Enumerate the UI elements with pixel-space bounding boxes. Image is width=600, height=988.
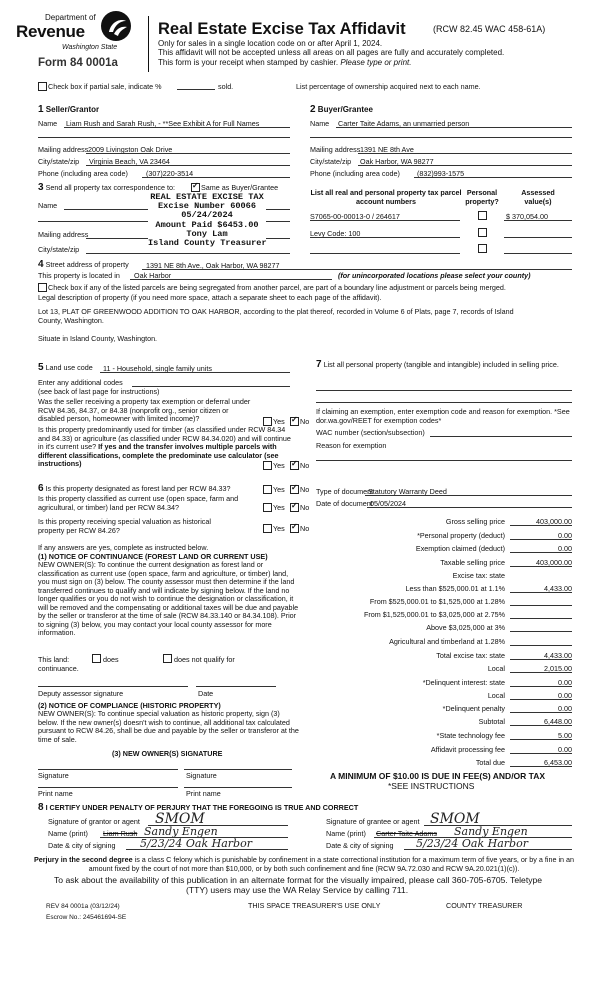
tax-value-10[interactable]: 4,433.00 (544, 651, 572, 660)
seller-mailing-label: Mailing address (38, 145, 89, 154)
buyer-phone-label: Phone (including area code) (310, 169, 400, 178)
grantee-date-city-handwritten: 5/23/24 Oak Harbor (416, 837, 528, 850)
perjury-notice: Perjury in the second degree is a class C felony which is punishable by confinement in a state correctional institution for a maximum term of five years, or by a fine in an amount fixed by the court of not more than $10,000, or by both such confinement and fine (RCW 9A.72.030 and RCW 9A.20.021(1)(c)). (33, 855, 575, 873)
partial-sale-label: Check box if partial sale, indicate % (48, 82, 162, 91)
seller-phone-label: Phone (including area code) (38, 169, 128, 178)
owner-signature-label-2: Signature (186, 771, 217, 780)
legal-description-3: Situate in Island County, Washington. (38, 334, 158, 343)
alternate-format-line-1: To ask about the availability of this publication in an alternate format for the visually impaired, please call 360-705-6705. Teletype (54, 875, 543, 885)
assessed-value-header: Assessed value(s) (521, 188, 555, 206)
partial-sold: sold. (218, 82, 234, 91)
treasurer-use-label: THIS SPACE TREASURER'S USE ONLY (248, 901, 381, 910)
additional-codes-label: Enter any additional codes (38, 378, 123, 387)
tax-label-15: Subtotal (478, 717, 505, 726)
deputy-signature-label: Deputy assessor signature (38, 689, 124, 698)
notice-continuance-body: NEW OWNER(S): To continue the current designation as forest land or classification as current use (open space, farm and agriculture, or timber) land, you must sign on (3) below. The county assessor must then determine if the land transferred continues to qualify and will indicate by signing below. If the land no longer qualifies or you do not wish to continue the designation or classification, it will be removed and the compensating or additional taxes will be due and payable by the seller or transferor at the time of sale (RCW 84.33.140 or 84.34.108). Prior to signing (3) below, you may contact your local county assessor for more information. (38, 560, 299, 638)
escrow-number: Escrow No.: 245461694-SE (46, 914, 127, 921)
legal-label: Legal description of property (if you need more space, attach a separate sheet to each page of the affidavit). (38, 293, 382, 302)
seller-city-value[interactable]: Virginia Beach, VA 23464 (89, 157, 170, 166)
grantee-signature-handwritten: SMOM (430, 811, 480, 827)
reason-label: Reason for exemption (316, 441, 387, 450)
tax-value-11[interactable]: 2,015.00 (544, 664, 572, 673)
property-address[interactable]: 1391 NE 8th Ave., Oak Harbor, WA 98277 (146, 261, 280, 270)
s6-q1-no-checkbox[interactable] (290, 485, 299, 494)
q-exemption-deferral: Was the seller receiving a property tax exemption or deferral under RCW 84.36, 84.37, or 84.38 (nonprofit org., senior citizen or disabled person, homeowner with limited income)? (38, 397, 251, 424)
grantor-name-handwritten: Sandy Engen (144, 825, 218, 838)
parcel-header: List all real and personal property tax parcel account numbers (310, 188, 462, 206)
grantor-signature-label: Signature of grantor or agent (48, 817, 140, 826)
tax-label-12: *Delinquent interest: state (422, 678, 505, 687)
tax-value-14[interactable]: 0.00 (558, 704, 572, 713)
section-7-text: 7 List all personal property (tangible and intangible) included in selling price. (316, 359, 559, 370)
q-forest-land: 6 Is this property designated as forest land per RCW 84.33? (38, 483, 231, 494)
stamp-line-6: Island County Treasurer (148, 238, 267, 249)
county-treasurer-label: COUNTY TREASURER (446, 901, 523, 910)
q-historical: Is this property receiving special valuation as historical property per RCW 84.26? (38, 517, 211, 535)
tax-value-12[interactable]: 0.00 (558, 678, 572, 687)
q1-no-checkbox[interactable] (290, 417, 299, 426)
tax-label-5: Less than $525,000.01 at 1.1% (405, 584, 505, 593)
doc-type-value[interactable]: Statutory Warranty Deed (368, 487, 447, 496)
tax-label-1: *Personal property (deduct) (417, 531, 505, 540)
section-4-address-label: 4 Street address of property (38, 259, 129, 270)
grantor-date-city-label: Date & city of signing (48, 841, 116, 850)
tax-label-9: Agricultural and timberland at 1.28% (389, 637, 505, 646)
new-owner-signature-title: (3) NEW OWNER(S) SIGNATURE (112, 749, 223, 758)
legal-description-1: Lot 13, PLAT OF GREENWOOD ADDITION TO OAK HARBOR, according to the plat thereof, recorded in Volume 6 of Plats, page 7, records of Island (38, 307, 514, 316)
header-sub-1: Only for sales in a single location code on or after April 1, 2024. (158, 39, 383, 48)
located-note: (for unincorporated locations please select your county) (338, 271, 531, 280)
does-label: does (103, 655, 119, 664)
revenue-logo-text: Revenue (16, 22, 85, 41)
q2-no-checkbox[interactable] (290, 461, 299, 470)
personal-property-checkbox-1[interactable] (478, 211, 487, 220)
buyer-name-value[interactable]: Carter Taite Adams, an unmarried person (338, 119, 470, 128)
state-word: Washington State (62, 44, 118, 51)
s6-q2-no-checkbox[interactable] (290, 503, 299, 512)
buyer-mailing-label: Mailing address (310, 145, 361, 154)
tax-value-15[interactable]: 6,448.00 (544, 717, 572, 726)
buyer-mailing-value[interactable]: 1391 NE 8th Ave (360, 145, 414, 154)
if-yes-note: If any answers are yes, complete as instructed below. (38, 543, 209, 552)
s6-q1-yes-checkbox[interactable] (263, 485, 272, 494)
treasurer-stamp (148, 193, 266, 248)
assessed-1-value[interactable]: $ 370,054.00 (506, 212, 548, 221)
personal-property-checkbox-2[interactable] (478, 228, 487, 237)
buyer-phone-value[interactable]: (832)993-1575 (417, 169, 465, 178)
grantee-name-handwritten: Sandy Engen (454, 825, 528, 838)
stamp-line-5: Tony Lam (186, 228, 228, 239)
tax-label-8: Above $3,025,000 at 3% (426, 623, 505, 632)
stamp-line-1: REAL ESTATE EXCISE TAX (150, 192, 264, 202)
s6-q3-yes-checkbox[interactable] (263, 524, 272, 533)
minimum-due-note: A MINIMUM OF $10.00 IS DUE IN FEE(S) AND/OR TAX (330, 771, 546, 781)
deputy-date-label: Date (198, 689, 214, 698)
legal-description-2: County, Washington. (38, 316, 104, 325)
sec3-name-label: Name (38, 201, 58, 210)
s6-q3-no-label: No (300, 524, 310, 533)
owner-signature-label-1: Signature (38, 771, 69, 780)
buyer-city-label: City/state/zip (310, 157, 352, 166)
notice-continuance-title: (1) NOTICE OF CONTINUANCE (FOREST LAND OR CURRENT USE) (38, 552, 268, 561)
seller-name-label: Name (38, 119, 58, 128)
dept-line: Department of (45, 13, 96, 22)
tax-value-3[interactable]: 403,000.00 (536, 558, 572, 567)
s6-q3-no-checkbox[interactable] (290, 524, 299, 533)
s6-q1-no-label: No (300, 485, 310, 494)
s6-q2-yes-label: Yes (273, 503, 285, 512)
owner-print-label-1: Print name (38, 789, 73, 798)
tax-label-14: *Delinquent penalty (442, 704, 505, 713)
seller-name-value[interactable]: Liam Rush and Sarah Rush, - **See Exhibit A for Full Names (66, 119, 260, 128)
tax-value-18[interactable]: 6,453.00 (544, 758, 572, 767)
section-8-heading: 8 I CERTIFY UNDER PENALTY OF PERJURY THAT THE FOREGOING IS TRUE AND CORRECT (38, 802, 359, 813)
levy-code[interactable]: Levy Code: 100 (310, 229, 361, 238)
revision-number: REV 84 0001a (03/12/24) (46, 903, 120, 910)
section-2-heading: 2 Buyer/Grantee (310, 104, 373, 115)
form-number: Form 84 0001a (38, 57, 118, 69)
q1-no-label: No (300, 417, 310, 426)
seller-phone-value[interactable]: (307)220-3514 (146, 169, 194, 178)
notice-compliance-body: NEW OWNER(S): To continue special valuation as historic property, sign (3) below. If the new owner(s) doesn't wish to continue, all additional tax calculated pursuant to RCW 84.26, shall be due and payable by the seller or transferor at the time of sale. (38, 709, 299, 744)
personal-property-header: Personal property? (465, 188, 499, 206)
sec3-city-label: City/state/zip (38, 245, 80, 254)
grantor-signature-handwritten: SMOM (155, 811, 205, 827)
grantee-date-city-label: Date & city of signing (326, 841, 394, 850)
same-as-buyer-checkbox[interactable] (191, 183, 200, 192)
rcw-reference: (RCW 82.45 WAC 458-61A) (433, 24, 546, 34)
q1-yes-label: Yes (273, 417, 285, 426)
s6-q2-yes-checkbox[interactable] (263, 503, 272, 512)
same-as-buyer-label: Same as Buyer/Grantee (201, 183, 279, 192)
tax-value-17[interactable]: 0.00 (558, 745, 572, 754)
land-use-value[interactable]: 11 - Household, single family units (103, 364, 212, 373)
tax-value-13[interactable]: 0.00 (558, 691, 572, 700)
grantee-name-typed: Carter Taite Adams (376, 829, 437, 838)
additional-codes-note: (see back of last page for instructions) (38, 387, 160, 396)
grantee-name-label: Name (print) (326, 829, 366, 838)
parcel-1-value[interactable]: S7065-00-00013-0 / 264617 (310, 212, 400, 221)
tax-value-5[interactable]: 4,433.00 (544, 584, 572, 593)
grantor-name-typed: Liam Rush (103, 829, 138, 838)
sec3-mailing-label: Mailing address (38, 230, 89, 239)
tax-label-3: Taxable selling price (440, 558, 505, 567)
segregated-label: Check box if any of the listed parcels are being segregated from another parcel, are part of a boundary line adjustment or parcels being merged. (48, 283, 506, 292)
header-divider (148, 16, 149, 72)
owner-print-label-2: Print name (186, 789, 221, 798)
s6-q2-no-label: No (300, 503, 310, 512)
stamp-line-4: Amount Paid $6453.00 (155, 219, 259, 230)
grantee-signature-label: Signature of grantee or agent (326, 817, 420, 826)
tax-value-1[interactable]: 0.00 (558, 531, 572, 540)
land-use-label: 5 Land use code (38, 362, 93, 373)
doc-date-value[interactable]: 05/05/2024 (370, 499, 406, 508)
tax-label-10: Total excise tax: state (436, 651, 505, 660)
stamp-line-2: Excise Number 60066 (158, 201, 256, 212)
s6-q3-yes-label: Yes (273, 524, 285, 533)
q2-no-label: No (300, 461, 310, 470)
stamp-line-3: 05/24/2024 (181, 210, 233, 221)
section-3-heading: 3 Send all property tax correspondence to: (38, 182, 176, 193)
tax-label-13: Local (487, 691, 505, 700)
tax-value-0[interactable]: 403,000.00 (536, 517, 572, 526)
continuance-label: continuance. (38, 664, 79, 673)
q-current-use: Is this property classified as current use (open space, farm and agricultural, or timber) land per RCW 84.34? (38, 494, 239, 512)
does-not-label: does not qualify for (174, 655, 235, 664)
located-label: This property is located in (38, 271, 120, 280)
buyer-city-value[interactable]: Oak Harbor, WA 98277 (360, 157, 434, 166)
tax-label-7: From $1,525,000.01 to $3,025,000 at 2.75% (363, 610, 505, 619)
revenue-logo-icon (100, 10, 132, 42)
tax-label-0: Gross selling price (445, 517, 505, 526)
tax-label-11: Local (487, 664, 505, 673)
tax-label-17: Affidavit processing fee (430, 745, 505, 754)
this-land-label: This land: (38, 655, 70, 664)
q2-yes-label: Yes (273, 461, 285, 470)
grantor-date-city-handwritten: 5/23/24 Oak Harbor (140, 837, 252, 850)
header-sub-2: This affidavit will not be accepted unless all areas on all pages are fully and accurately completed. (158, 48, 505, 57)
tax-label-6: From $525,000.01 to $1,525,000 at 1.28% (369, 597, 505, 606)
q-timber-agriculture: Is this property predominantly used for timber (as classified under RCW 84.34 and 84.33) or agriculture (as classified under RCW 84.34.020) and will continue in it's current use? If yes and the transfer involves multiple parcels with different classifications, complete the predominate use calculator (see instructions) (38, 425, 291, 469)
wac-label: WAC number (section/subsection) (316, 428, 425, 437)
page-title: Real Estate Excise Tax Affidavit (158, 20, 406, 38)
s6-q1-yes-label: Yes (273, 485, 285, 494)
tax-label-2: Exemption claimed (deduct) (415, 544, 505, 553)
seller-city-label: City/state/zip (38, 157, 80, 166)
q2-yes-checkbox[interactable] (263, 461, 272, 470)
notice-compliance-title: (2) NOTICE OF COMPLIANCE (HISTORIC PROPERTY) (38, 701, 221, 710)
tax-label-18: Total due (475, 758, 505, 767)
see-instructions-note: *SEE INSTRUCTIONS (388, 781, 475, 791)
seller-mailing-value[interactable]: 2009 Livingston Oak Drive (88, 145, 173, 154)
segregated-checkbox[interactable] (38, 283, 47, 292)
personal-property-checkbox-3[interactable] (478, 244, 487, 253)
does-checkbox[interactable] (92, 654, 101, 663)
tax-value-16[interactable]: 5.00 (558, 731, 572, 740)
buyer-name-label: Name (310, 119, 330, 128)
ownership-note: List percentage of ownership acquired next to each name. (296, 82, 481, 91)
tax-value-2[interactable]: 0.00 (558, 544, 572, 553)
header-sub-3: This form is your receipt when stamped by cashier. Please type or print. (158, 58, 412, 67)
section-1-heading: 1 Seller/Grantor (38, 104, 100, 115)
grantor-name-label: Name (print) (48, 829, 88, 838)
partial-sale-checkbox[interactable] (38, 82, 47, 91)
exemption-text: If claiming an exemption, enter exemption code and reason for exemption. *See dor.wa.gov/REET for exemption codes* (316, 407, 570, 425)
does-not-checkbox[interactable] (163, 654, 172, 663)
alternate-format-line-2: (TTY) users may use the WA Relay Service by calling 711. (186, 885, 409, 895)
tax-label-16: *State technology fee (436, 731, 505, 740)
tax-label-4: Excise tax: state (452, 571, 505, 580)
located-value[interactable]: Oak Harbor (134, 271, 172, 280)
doc-date-label: Date of document (316, 499, 373, 508)
doc-type-label: Type of document (316, 487, 374, 496)
